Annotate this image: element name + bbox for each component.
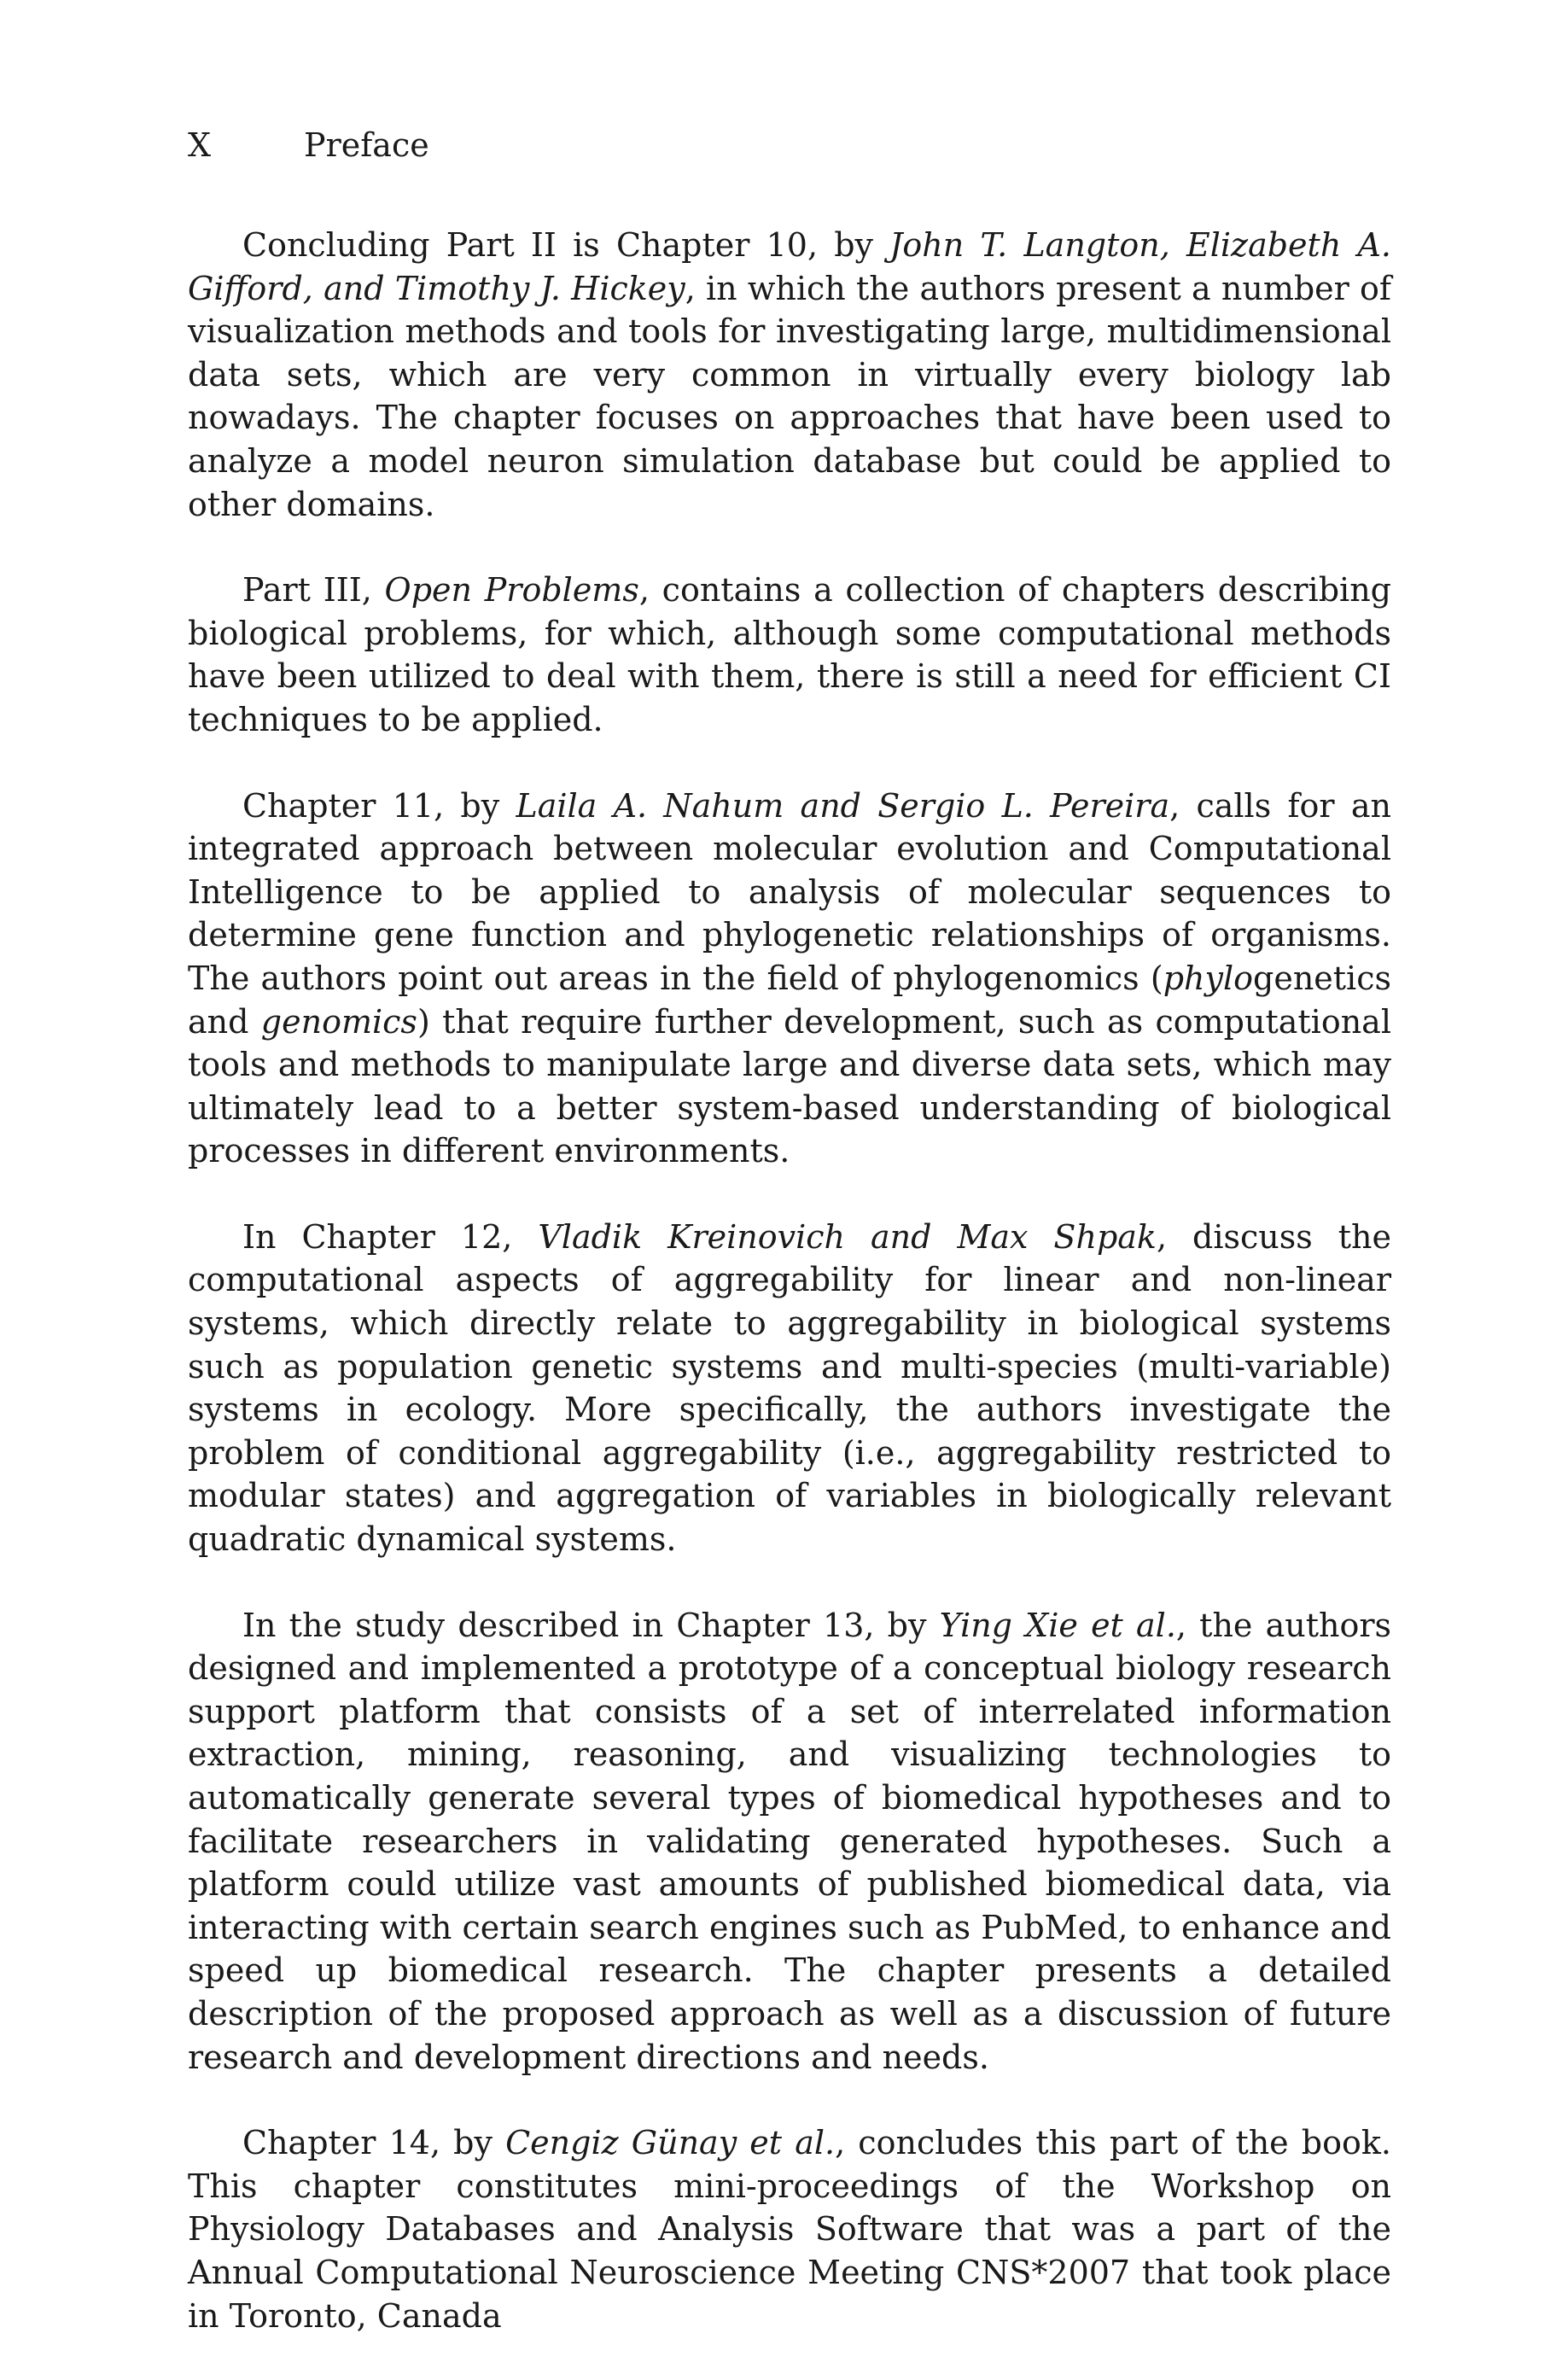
paragraph-chapter-14 bbox=[188, 2121, 1391, 2337]
paragraph-chapter-10 bbox=[188, 224, 1391, 526]
paragraph-chapter-12 bbox=[188, 1216, 1391, 1561]
text-segment: In Chapter 12, bbox=[242, 1217, 539, 1256]
text-segment: , contains a collection of chapters describing biological problems, for which, although some computational methods have been utilized to deal with them, there is still a need for efficient CI techniques to be applied. bbox=[188, 571, 1391, 738]
text-segment: , discuss the computational aspects of aggregability for linear and non-linear systems, which directly relate to aggregability in biological systems such as population genetic systems and multi-species (multi-variable) systems in ecology. More specifically, the authors investigate the problem of conditional aggregability (i.e., aggregability restricted to modular states) and aggregation of variables in biologically relevant quadratic dynamical systems. bbox=[188, 1217, 1391, 1559]
text-segment: In the study described in Chapter 13, by bbox=[242, 1606, 940, 1644]
running-head bbox=[188, 120, 1391, 171]
author-names: John T. Langton, Elizabeth A. Gifford, and Timothy J. Hickey bbox=[188, 226, 1391, 307]
text-segment: Part III, bbox=[242, 571, 385, 610]
book-page bbox=[188, 120, 1391, 2380]
text-segment: genetics and bbox=[188, 959, 1391, 1041]
author-names: Ying Xie et al. bbox=[939, 1606, 1176, 1644]
author-names: Cengiz Günay et al. bbox=[505, 2124, 836, 2162]
text-segment: , calls for an integrated approach between molecular evolution and Computational Intelligence to be applied to analysis of molecular sequences to determine gene function and phylogenetic relationships of organisms. The authors point out areas in the field of phylogenomics ( bbox=[188, 786, 1391, 997]
text-segment: , the authors designed and implemented a prototype of a conceptual biology research support platform that consists of a set of interrelated information extraction, mining, reasoning, and visualizing technologies to automatically generate several types of biomedical hypotheses and to facilitate researchers in validating generated hypotheses. Such a platform could utilize vast amounts of published biomedical data, via interacting with certain search engines such as PubMed, to enhance and speed up biomedical research. The chapter presents a detailed description of the proposed approach as well as a discussion of future research and development directions and needs. bbox=[188, 1606, 1392, 2076]
paragraph-chapter-13 bbox=[188, 1604, 1391, 2080]
text-segment: , concludes this part of the book. This chapter constitutes mini-proceedings of the Workshop on Physiology Databases and Analysis Software that was a part of the Annual Computational Neuroscience Meeting CNS*2007 that took place in Toronto, Canada bbox=[188, 2124, 1391, 2335]
body-text bbox=[188, 224, 1391, 2337]
text-segment: Chapter 14, by bbox=[242, 2124, 506, 2162]
text-segment: , in which the authors present a number of visualization methods and tools for investigating large, multidimensional data sets, which are very common in virtually every biology lab nowadays. The chapter focuses on approaches that have been used to analyze a model neuron simulation database but could be applied to other domains. bbox=[188, 269, 1391, 523]
emphasis-genomics: genomics bbox=[260, 1002, 417, 1041]
author-names: Laila A. Nahum and Sergio L. Pereira bbox=[516, 786, 1170, 825]
running-head-title: Preface bbox=[304, 126, 429, 164]
paragraph-chapter-11 bbox=[188, 785, 1391, 1173]
paragraph-part-3 bbox=[188, 569, 1391, 741]
author-names: Vladik Kreinovich and Max Shpak bbox=[538, 1217, 1157, 1256]
page-number: X bbox=[188, 126, 212, 164]
text-segment: ) that require further development, such as computational tools and methods to manipulate large and diverse data sets, which may ultimately lead to a better system-based understanding of biological processes in different environments. bbox=[188, 1002, 1391, 1170]
part-title: Open Problems bbox=[384, 571, 639, 610]
text-segment: Chapter 11, by bbox=[242, 786, 516, 825]
text-segment: Concluding Part II is Chapter 10, by bbox=[242, 226, 890, 264]
emphasis-phylo: phylo bbox=[1163, 959, 1254, 997]
